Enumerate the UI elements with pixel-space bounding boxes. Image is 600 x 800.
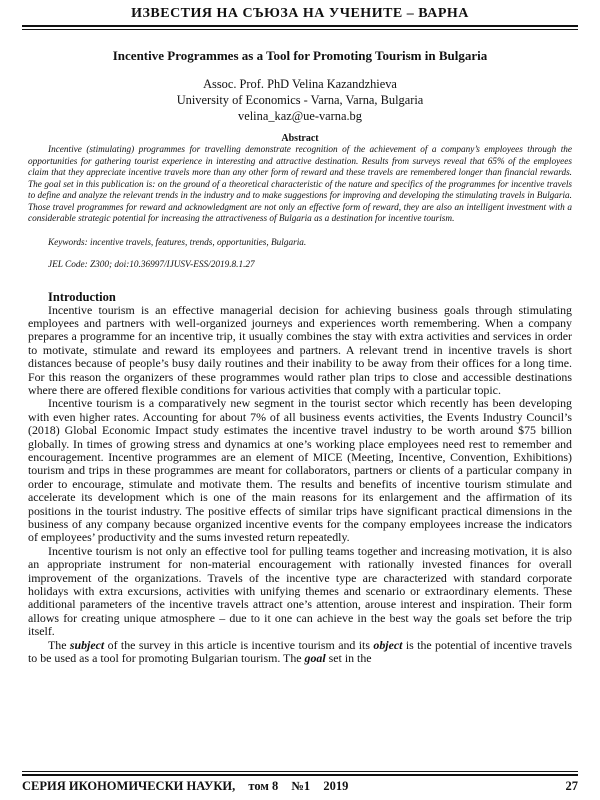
abstract-text: Incentive (stimulating) programmes for travelling demonstrate recognition of the achievement of a company’s employees through the opportunities for gathering tourist experience in interesting and attractive destination. Results from surveys reveal that 65% of the employees claim that they appreciate incentive travels more than any other form of reward and these travels are remembered longer than financial rewards. The goal set in this publication is: on the ground of a theoretical characteristic of the nature and specifics of the programmes for incentive travels to define and analyze the relevant trends in the industry and to make suggestions for improving and developing the stimulating travels in Bulgaria. Those travel programmes for reward and acknowledgment are not only an effective form of reward, they are also an intelligent investment with a considerable strategic potential for increasing the attractiveness of Bulgaria as a destination for incentive tourism. — [28, 145, 572, 224]
section-heading-introduction: Introduction — [48, 289, 116, 304]
volume-number: том 8 — [248, 779, 279, 793]
running-header: ИЗВЕСТИЯ НА СЪЮЗА НА УЧЕНИТЕ – ВАРНА — [22, 6, 578, 27]
footer-series-info — [22, 779, 358, 794]
jel-code-line: JEL Code: Z300; doi:10.36997/IJUSV-ESS/2019.8.1.27 — [48, 260, 255, 270]
year: 2019 — [323, 779, 349, 793]
article-body — [28, 48, 572, 665]
paragraph: Incentive tourism is an effective managerial decision for achieving business goals through stimulating employees and partners with well-organized journeys and experiences worth remembering. When a company prepares a programme for an incentive trip, it usually combines the stay with extra activities and services in order to motivate, stimulate and reward its employees and partners. A relevant trend in incentive travels is short distances because of people’s busy daily routines and their inability to be away from their offices for a long time. For this reason the organizers of these programmes would rather plan trips to close and accessible destinations where there are offered flexible conditions for various activities that comply with a particular topic. — [28, 302, 572, 397]
emphasis-goal: goal — [304, 651, 326, 666]
paragraph-last — [28, 639, 572, 666]
emphasis-object: object — [373, 637, 403, 652]
page-footer — [22, 774, 578, 794]
page-number: 27 — [565, 779, 578, 793]
keywords-line: Keywords: incentive travels, features, trends, opportunities, Bulgaria. — [48, 237, 307, 248]
article-title: Incentive Programmes as a Tool for Promoting Tourism in Bulgaria — [112, 48, 488, 63]
emphasis-subject: subject — [69, 637, 105, 652]
text-run: The — [48, 637, 70, 652]
abstract-heading: Abstract — [281, 133, 319, 144]
text-run: is the potential of incentive travels to be used as a tool for promoting Bulgarian tourism. The — [28, 637, 572, 666]
author-affiliation: University of Economics - Varna, Varna, Bulgaria — [176, 93, 424, 107]
series-name: СЕРИЯ ИКОНОМИЧЕСКИ НАУКИ, — [22, 779, 236, 793]
author-email: velina_kaz@ue-varna.bg — [238, 109, 362, 123]
text-run: set in the — [325, 651, 372, 666]
text-run: of the survey in this article is incentive tourism and its — [104, 637, 374, 652]
author-block — [28, 76, 572, 124]
paragraph: Incentive tourism is not only an effective tool for pulling teams together and increasing motivation, it is also an appropriate instrument for non-material encouragement with rationally invested finances for overall improvement of the organizations. Travels of the incentive type are characterized with standard corporate holidays with extra excursions, activities with unifying themes and scenario or extraordinary elements. These additional parameters of the incentive travels attract one’s attention, arouse interest and inspiration. Their form allows for creating unique atmosphere – due to it one can achieve in the best way the goals set before the trip itself. — [28, 543, 572, 639]
paragraph: Incentive tourism is a comparatively new segment in the tourist sector which recently has been developing with even higher rates. Accounting for about 7% of all business events activities, the Events Industry Council’s (2018) Global Economic Impact study estimates the incentive travel industry to be worth around $75 billion globally. In times of growing stress and dynamics at one’s working place employees need rest to remember and encouragement. Incentive programmes are an element of MICE (Meeting, Incentive, Convention, Exhibitions) tourism and trips in these programmes are meant for collaborators, partners or clients of a particular company in order to encourage, stimulate and motivate them. The results and benefits of incentive tourism stimulate and accelerate its development which is one of the main reasons for its enlargement and the affirmation of its positions in the tourist industry. The positive effects of similar trips have significant practical dimensions in the business of any company because organized incentive events for the company employees increase the indicators of employees’ productivity and the sums invested return repeatedly. — [28, 396, 572, 545]
author-name: Assoc. Prof. PhD Velina Kazandzhieva — [203, 77, 397, 91]
issue-number: №1 — [291, 779, 311, 793]
